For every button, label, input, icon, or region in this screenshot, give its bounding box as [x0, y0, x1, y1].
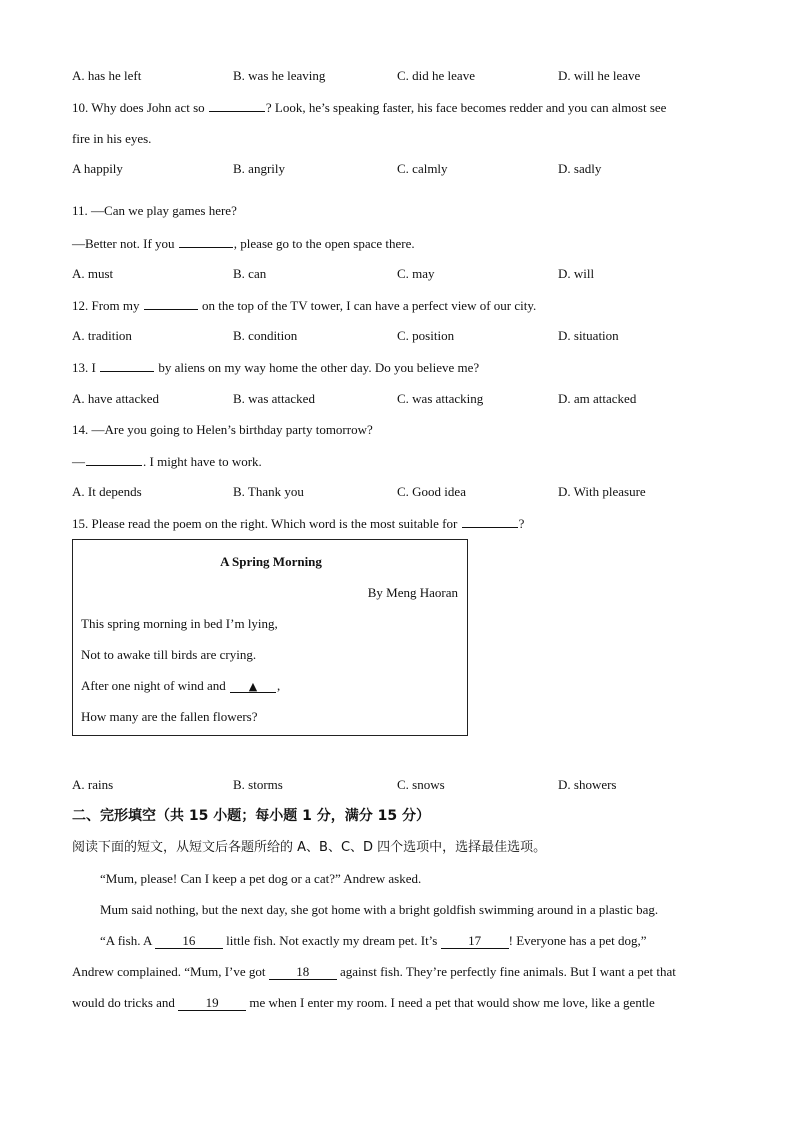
q14-option-a: A. It depends: [72, 484, 142, 499]
poem-blank: [230, 679, 276, 693]
q10-option-a: A happily: [72, 161, 123, 176]
q13-option-b: B. was attacked: [233, 391, 315, 406]
q10-text-before: 10. Why does John act so: [72, 100, 205, 115]
q10-option-b: B. angrily: [233, 161, 285, 176]
q9-option-a: A. has he left: [72, 68, 142, 83]
q14-line1: 14. —Are you going to Helen’s birthday party tomorrow?: [72, 422, 373, 437]
q11-text-before: —Better not. If you: [72, 236, 175, 251]
q10-blank: [209, 98, 265, 112]
passage-paragraph-2: Mum said nothing, but the next day, she got home with a bright goldfish swimming around in a plastic bag.: [100, 902, 659, 917]
q11-option-b: B. can: [233, 266, 267, 281]
q13-text-after: by aliens on my way home the other day. Do you believe me?: [158, 360, 480, 375]
q12-stem: [72, 296, 536, 315]
q11-option-c: C. may: [397, 266, 435, 281]
q14-option-c: C. Good idea: [397, 484, 466, 499]
passage-p3-b: little fish. Not exactly my dream pet. It’s: [226, 933, 438, 948]
passage-p4-b: against fish. They’re perfectly fine animals. But I want a pet that: [340, 964, 676, 979]
q15-option-d: D. showers: [558, 777, 617, 792]
section-2-heading: 二、完形填空（共 15 小题；每小题 1 分，满分 15 分）: [72, 808, 430, 824]
q12-option-c: C. position: [397, 328, 455, 343]
q9-option-b: B. was he leaving: [233, 68, 326, 83]
q12-text-before: 12. From my: [72, 298, 140, 313]
q15-blank: [462, 514, 518, 528]
q10-options: [72, 160, 732, 178]
passage-paragraph-1: “Mum, please! Can I keep a pet dog or a cat?” Andrew asked.: [100, 871, 422, 886]
passage-line-4: [72, 963, 676, 981]
blank-18: 18: [269, 965, 337, 980]
q15-text-after: ?: [518, 516, 525, 531]
q14-option-b: B. Thank you: [233, 484, 304, 499]
blank-16: 16: [155, 934, 223, 949]
q15-option-a: A. rains: [72, 777, 114, 792]
q12-blank: [144, 296, 198, 310]
passage-p4-a: Andrew complained. “Mum, I’ve got: [72, 964, 266, 979]
poem-line-1: This spring morning in bed I’m lying,: [81, 616, 278, 631]
q11-stem: [72, 234, 415, 253]
q15-stem: [72, 514, 524, 533]
poem-line-4: How many are the fallen flowers?: [81, 709, 258, 724]
q15-option-b: B. storms: [233, 777, 283, 792]
poem-line-3: [81, 677, 280, 695]
q10-stem: [72, 98, 666, 117]
triangle-mark-icon: ▲: [248, 680, 258, 693]
passage-p5-a: would do tricks and: [72, 995, 175, 1010]
blank-19: 19: [178, 996, 246, 1011]
q13-option-c: C. was attacking: [397, 391, 484, 406]
q9-option-c: C. did he leave: [397, 68, 475, 83]
q12-text-after: on the top of the TV tower, I can have a perfect view of our city.: [202, 298, 537, 313]
q13-option-a: A. have attacked: [72, 391, 159, 406]
q13-stem: [72, 358, 479, 377]
poem-author: By Meng Haoran: [367, 585, 458, 600]
q14-text-after: . I might have to work.: [143, 454, 262, 469]
q10-option-c: C. calmly: [397, 161, 448, 176]
passage-p3-c: ! Everyone has a pet dog,”: [508, 933, 647, 948]
q14-option-d: D. With pleasure: [558, 484, 646, 499]
q14-text-before: —: [72, 454, 85, 469]
poem-title: A Spring Morning: [220, 554, 322, 569]
q10-stem-cont: fire in his eyes.: [72, 131, 152, 146]
q15-options: [72, 776, 732, 794]
q11-option-a: A. must: [72, 266, 114, 281]
passage-p5-b: me when I enter my room. I need a pet that would show me love, like a gentle: [249, 995, 655, 1010]
q11-text-after: , please go to the open space there.: [233, 236, 415, 251]
q9-option-d: D. will he leave: [558, 68, 641, 83]
q11-option-d: D. will: [558, 266, 595, 281]
q13-blank: [100, 358, 154, 372]
q15-option-c: C. snows: [397, 777, 445, 792]
q14-stem: [72, 452, 262, 471]
q12-option-d: D. situation: [558, 328, 619, 343]
q13-options: [72, 390, 732, 408]
q10-option-d: D. sadly: [558, 161, 602, 176]
section-2-instruction: 阅读下面的短文，从短文后各题所给的 A、B、C、D 四个选项中，选择最佳选项。: [72, 840, 547, 855]
passage-line-5: [72, 994, 655, 1012]
q9-options: [72, 67, 732, 85]
q12-options: [72, 327, 732, 345]
q11-blank: [179, 234, 233, 248]
poem-line-3-text: After one night of wind and: [81, 678, 226, 693]
q12-option-a: A. tradition: [72, 328, 132, 343]
passage-paragraph-3: [100, 932, 647, 950]
q13-option-d: D. am attacked: [558, 391, 637, 406]
poem-line-2: Not to awake till birds are crying.: [81, 647, 257, 662]
q11-options: [72, 265, 732, 283]
poem-box: [72, 539, 468, 736]
q12-option-b: B. condition: [233, 328, 298, 343]
q10-text-after: ? Look, he’s speaking faster, his face becomes redder and you can almost see: [265, 100, 667, 115]
poem-line-3-end: ,: [277, 678, 281, 693]
blank-17: 17: [441, 934, 509, 949]
q13-text-before: 13. I: [72, 360, 96, 375]
q14-blank: [86, 452, 142, 466]
q14-options: [72, 483, 732, 501]
q11-line1: 11. —Can we play games here?: [72, 203, 237, 218]
q15-text-before: 15. Please read the poem on the right. Which word is the most suitable for: [72, 516, 458, 531]
passage-p3-a: “A fish. A: [100, 933, 152, 948]
